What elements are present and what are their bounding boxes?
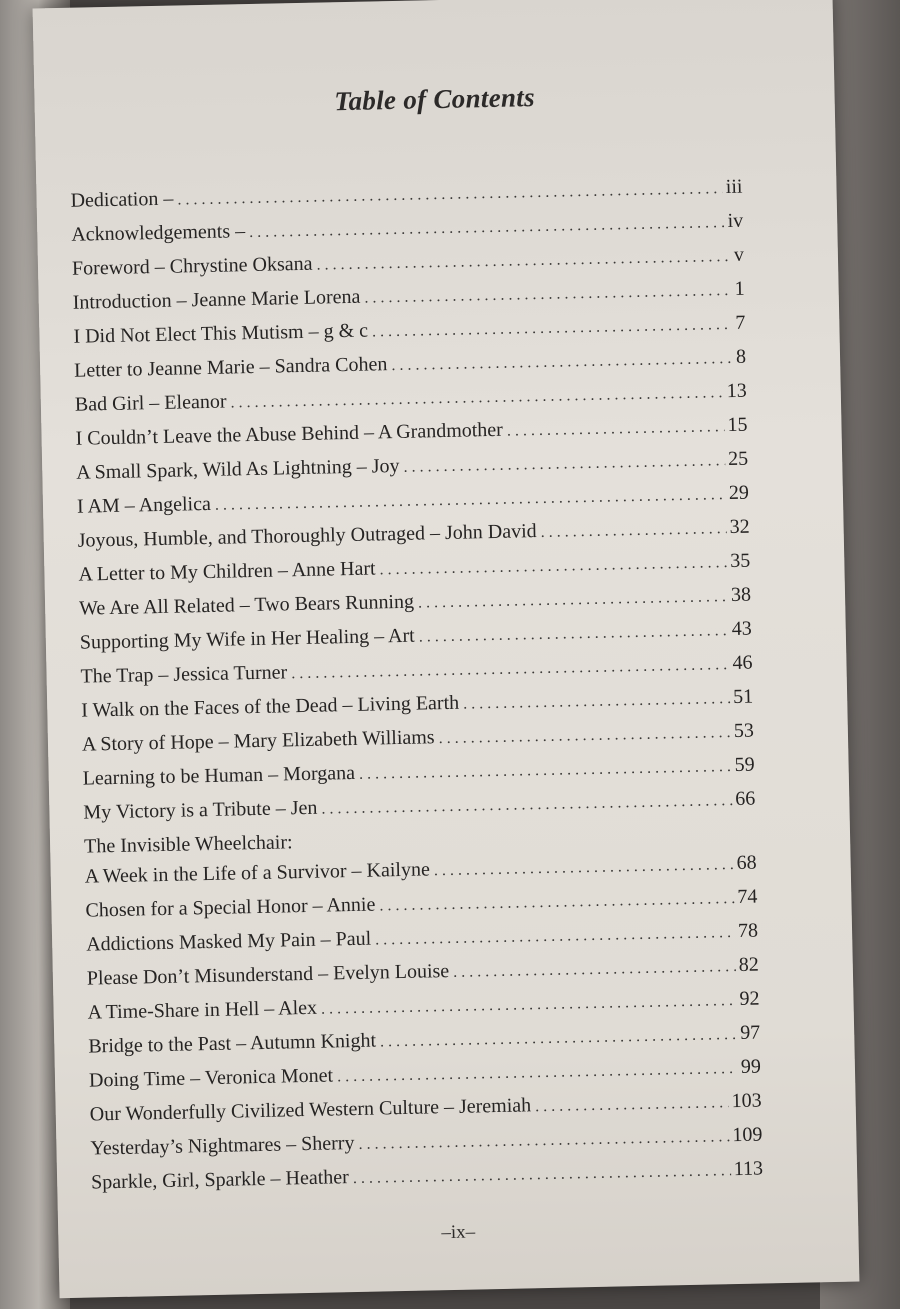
- toc-entry-page: 103: [731, 1089, 762, 1113]
- toc-entry-page: v: [733, 243, 745, 266]
- dot-leader: [230, 384, 724, 412]
- dot-leader: [535, 1094, 729, 1116]
- toc-entry-page: iv: [727, 209, 744, 233]
- toc-entry-page: 109: [732, 1123, 763, 1147]
- page-title: Table of Contents: [333, 82, 536, 117]
- toc-entry-label: A Story of Hope – Mary Elizabeth Williams: [81, 726, 435, 756]
- toc-entry-label: Acknowledgements –: [71, 220, 246, 246]
- toc-entry-label: Doing Time – Veronica Monet: [88, 1064, 334, 1092]
- dot-leader: [249, 214, 725, 242]
- dot-leader: [337, 1060, 738, 1086]
- toc-entry-page: 59: [734, 753, 755, 776]
- toc-entry-page: 7: [735, 311, 746, 334]
- toc-entry-label: Sparkle, Girl, Sparkle – Heather: [90, 1166, 350, 1194]
- toc-entry-page: 13: [726, 379, 747, 403]
- toc-entry-page: 68: [736, 851, 757, 874]
- toc-entry-page: 8: [735, 345, 747, 368]
- dot-leader: [291, 656, 730, 683]
- toc-entry-page: 35: [730, 549, 751, 573]
- toc-entry-label: My Victory is a Tribute – Jen: [83, 796, 318, 824]
- dot-leader: [353, 1162, 731, 1188]
- toc-entry-label: Addictions Masked My Pain – Paul: [85, 927, 372, 956]
- dot-leader: [463, 690, 730, 714]
- dot-leader: [372, 316, 733, 342]
- toc-entry-label: Foreword – Chrystine Oksana: [71, 252, 313, 280]
- toc-entry-label: I AM – Angelica: [76, 492, 212, 518]
- toc-entry-label: Learning to be Human – Morgana: [82, 761, 356, 790]
- toc-entry-label: The Invisible Wheelchair:: [83, 831, 293, 858]
- toc-entry-page: 1: [734, 277, 745, 300]
- dot-leader: [380, 1026, 738, 1051]
- toc-list: [70, 176, 763, 1206]
- toc-entry-label: I Walk on the Faces of the Dead – Living Earth: [81, 691, 460, 722]
- toc-entry-page: 15: [727, 413, 748, 437]
- toc-entry-label: Dedication –: [70, 187, 174, 212]
- toc-entry-page: 53: [733, 719, 755, 742]
- dot-leader: [358, 1128, 729, 1154]
- toc-entry-label: Letter to Jeanne Marie – Sandra Cohen: [73, 353, 388, 382]
- toc-entry-label: Our Wonderfully Civilized Western Culture – Jeremiah: [89, 1094, 532, 1126]
- dot-leader: [215, 486, 726, 515]
- dot-leader: [364, 282, 732, 308]
- toc-entry-label: The Trap – Jessica Turner: [80, 661, 288, 688]
- toc-entry-label: A Time-Share in Hell – Alex: [87, 996, 318, 1024]
- dot-leader: [541, 520, 727, 542]
- toc-entry-page: 32: [729, 515, 750, 539]
- toc-entry-label: Bad Girl – Eleanor: [74, 390, 227, 416]
- toc-entry-label: We Are All Related – Two Bears Running: [78, 590, 415, 620]
- dot-leader: [379, 890, 734, 915]
- page-number: –ix–: [441, 1221, 476, 1244]
- toc-entry-label: I Couldn’t Leave the Abuse Behind – A Grandmother: [75, 418, 504, 450]
- toc-entry-label: Yesterday’s Nightmares – Sherry: [90, 1132, 355, 1160]
- toc-entry-label: Supporting My Wife in Her Healing – Art: [79, 624, 415, 654]
- dot-leader: [379, 554, 727, 579]
- toc-entry-page: 51: [732, 685, 754, 708]
- toc-entry-label: Joyous, Humble, and Thoroughly Outraged – John David: [77, 520, 537, 552]
- dot-leader: [507, 418, 725, 441]
- dot-leader: [316, 248, 731, 275]
- toc-entry-page: 113: [733, 1157, 764, 1181]
- toc-entry-label: I Did Not Elect This Mutism – g & c: [73, 319, 369, 348]
- dot-leader: [177, 180, 723, 209]
- toc-entry-page: 29: [728, 481, 750, 505]
- toc-entry-label: Introduction – Jeanne Marie Lorena: [72, 285, 361, 314]
- book-page: [33, 0, 860, 1298]
- toc-entry-page: 46: [732, 651, 753, 675]
- toc-entry-label: Bridge to the Past – Autumn Knight: [88, 1029, 377, 1058]
- dot-leader: [403, 452, 725, 477]
- toc-entry-page: 25: [727, 447, 749, 471]
- toc-entry-page: 38: [730, 583, 752, 607]
- toc-entry-label: Please Don’t Misunderstand – Evelyn Louise: [86, 960, 450, 990]
- dot-leader: [438, 724, 731, 748]
- toc-entry-label: A Week in the Life of a Survivor – Kailyne: [84, 858, 431, 888]
- toc-entry-page: 43: [731, 617, 752, 641]
- dot-leader: [321, 992, 737, 1019]
- dot-leader: [434, 856, 734, 880]
- toc-entry-page: 78: [737, 919, 759, 942]
- toc-entry-page: 92: [739, 987, 760, 1010]
- dot-leader: [418, 588, 728, 612]
- dot-leader: [391, 350, 733, 375]
- toc-entry-page: 66: [735, 787, 756, 810]
- dot-leader: [453, 958, 736, 982]
- toc-entry-page: 99: [740, 1055, 762, 1078]
- toc-entry-label: A Small Spark, Wild As Lightning – Joy: [76, 454, 400, 484]
- toc-entry-label: A Letter to My Children – Anne Hart: [78, 557, 376, 586]
- dot-leader: [419, 622, 729, 646]
- dot-leader: [321, 792, 732, 819]
- dot-leader: [359, 758, 732, 784]
- toc-entry-page: 74: [737, 885, 758, 908]
- toc-entry-page: 97: [739, 1021, 761, 1044]
- dot-leader: [375, 924, 735, 950]
- toc-entry-page: iii: [725, 175, 743, 199]
- toc-entry-label: Chosen for a Special Honor – Annie: [85, 893, 376, 922]
- toc-entry-page: 82: [738, 953, 759, 976]
